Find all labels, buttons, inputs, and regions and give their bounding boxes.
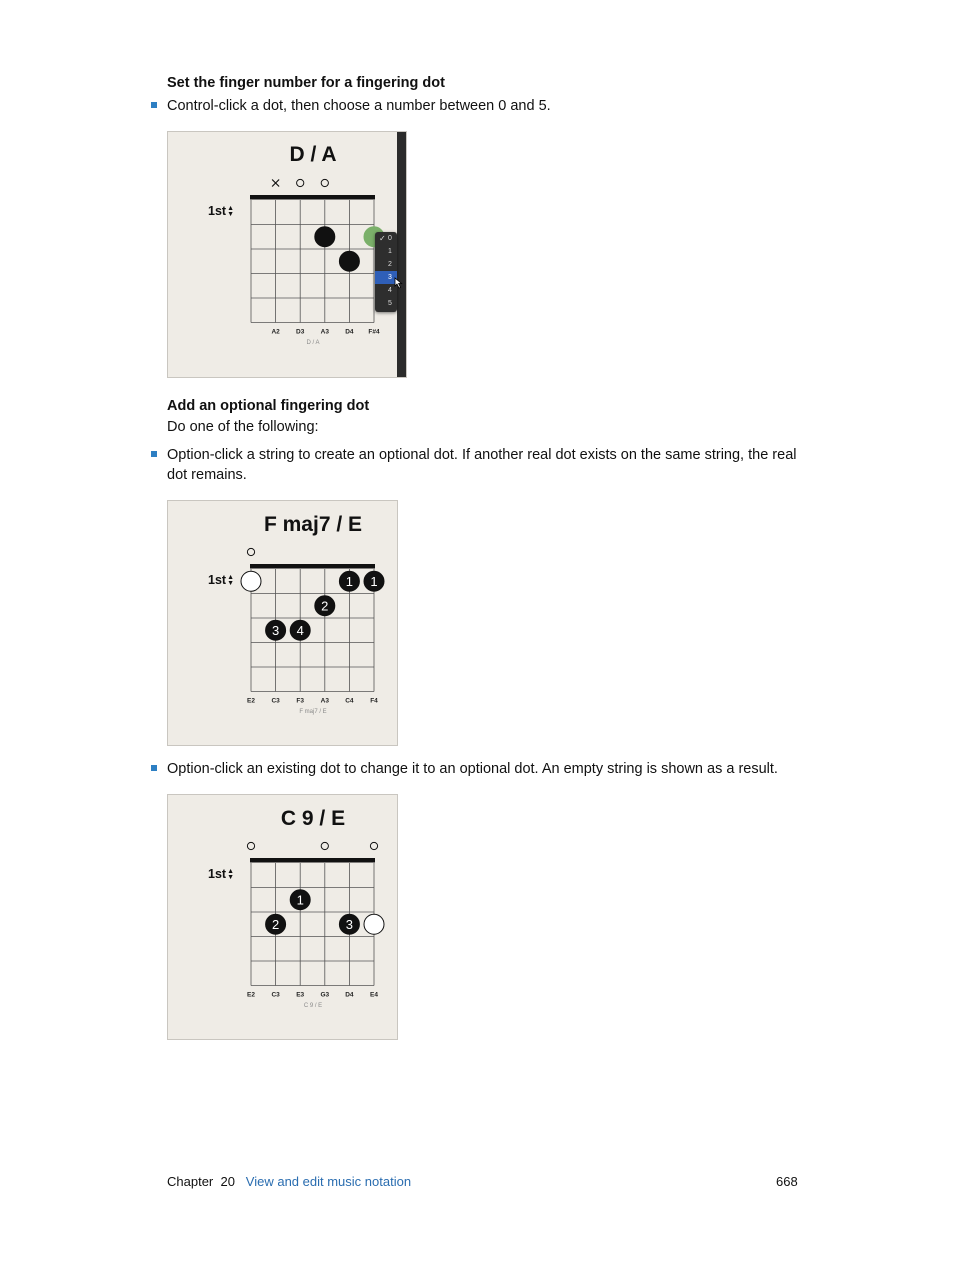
chapter-number: 20 bbox=[220, 1174, 235, 1189]
string-note-label: F4 bbox=[370, 697, 378, 705]
chord-title: F maj7 / E bbox=[263, 513, 363, 536]
stepper-arrows-icon: ▲ ▼ bbox=[227, 867, 235, 881]
chord-caption: C 9 / E bbox=[303, 1003, 323, 1009]
finger-number-label: 1 bbox=[345, 573, 354, 589]
finger-number-label: 4 bbox=[296, 622, 304, 638]
finger-number-label: 3 bbox=[271, 622, 280, 638]
string-note-label: C3 bbox=[271, 697, 280, 705]
string-note-label: D3 bbox=[296, 328, 305, 336]
chord-caption: F maj7 / E bbox=[299, 709, 327, 715]
bullet-marker bbox=[151, 451, 157, 457]
page-number: 668 bbox=[776, 1174, 798, 1189]
section-heading-finger-number: Set the finger number for a fingering dot bbox=[167, 75, 445, 91]
stepper-arrows-icon: ▲ ▼ bbox=[227, 573, 235, 587]
string-note-label: F#4 bbox=[368, 328, 380, 336]
open-string-icon bbox=[247, 842, 254, 849]
open-string-icon bbox=[321, 179, 328, 186]
string-note-label: E3 bbox=[296, 991, 305, 999]
optional-finger-dot bbox=[364, 914, 384, 934]
chapter-label: Chapter bbox=[167, 1174, 214, 1189]
finger-number-label: 3 bbox=[345, 916, 354, 932]
chord-diagram-c9-over-e bbox=[167, 794, 398, 1040]
string-note-label: A2 bbox=[271, 328, 280, 336]
section-heading-optional-dot: Add an optional fingering dot bbox=[167, 398, 370, 414]
fret-position-label: 1st bbox=[208, 204, 227, 218]
open-string-icon bbox=[297, 179, 304, 186]
string-note-label: E2 bbox=[247, 991, 255, 999]
bullet-marker bbox=[151, 102, 157, 108]
open-string-icon bbox=[321, 842, 328, 849]
footer-chapter bbox=[167, 1174, 411, 1189]
nut bbox=[250, 195, 375, 200]
string-note-label: A3 bbox=[320, 328, 329, 336]
bullet-text: Option-click a string to create an optional dot. If another real dot exists on the same string, the real dot remains. bbox=[167, 447, 797, 483]
bullet-marker bbox=[151, 765, 157, 771]
stepper-arrows-icon: ▲ ▼ bbox=[227, 204, 235, 218]
open-string-icon bbox=[247, 548, 254, 555]
finger-number-label: 2 bbox=[271, 916, 280, 932]
string-note-label: D4 bbox=[345, 991, 354, 999]
section-intro: Do one of the following: bbox=[167, 419, 319, 435]
finger-number-label: 1 bbox=[370, 573, 378, 589]
string-note-label: F3 bbox=[296, 697, 304, 705]
string-note-label: E4 bbox=[370, 991, 378, 999]
finger-menu-item-4[interactable]: 4 bbox=[388, 287, 392, 294]
nut bbox=[250, 564, 375, 569]
string-note-label: E2 bbox=[247, 697, 255, 705]
finger-number-label: 1 bbox=[296, 892, 304, 908]
finger-menu-item-0[interactable]: ✓ 0 bbox=[379, 234, 392, 243]
fret-position-label: 1st bbox=[208, 867, 227, 881]
chord-caption: D / A bbox=[306, 340, 320, 346]
finger-menu-item-5[interactable]: 5 bbox=[388, 300, 392, 307]
finger-number-menu[interactable] bbox=[375, 232, 397, 312]
string-note-label: C4 bbox=[345, 697, 354, 705]
bullet-text: Option-click an existing dot to change it to an optional dot. An empty string is shown as a result. bbox=[167, 761, 778, 777]
finger-dot bbox=[339, 251, 359, 271]
finger-number-label: 2 bbox=[321, 598, 329, 614]
chapter-title-link[interactable]: View and edit music notation bbox=[245, 1174, 412, 1189]
finger-menu-item-2[interactable]: 2 bbox=[388, 261, 392, 268]
chord-diagram-d-over-a bbox=[167, 131, 407, 378]
mouse-pointer-icon bbox=[394, 277, 403, 289]
string-note-label: C3 bbox=[271, 991, 280, 999]
finger-menu-item-1[interactable]: 1 bbox=[388, 248, 392, 255]
string-note-label: A3 bbox=[320, 697, 329, 705]
finger-dot bbox=[315, 227, 335, 247]
open-string-icon bbox=[370, 842, 377, 849]
chord-title: C 9 / E bbox=[280, 807, 346, 830]
string-note-label: D4 bbox=[345, 328, 354, 336]
fret-position-label: 1st bbox=[208, 573, 227, 587]
nut bbox=[250, 858, 375, 863]
finger-menu-item-3[interactable]: 3 bbox=[375, 271, 397, 284]
chord-diagram-fmaj7-over-e bbox=[167, 500, 398, 746]
checkmark-icon: ✓ bbox=[379, 234, 386, 243]
optional-finger-dot bbox=[241, 571, 261, 591]
string-note-label: G3 bbox=[320, 991, 330, 999]
chord-title: D / A bbox=[289, 143, 337, 166]
bullet-text: Control-click a dot, then choose a number between 0 and 5. bbox=[167, 98, 551, 114]
